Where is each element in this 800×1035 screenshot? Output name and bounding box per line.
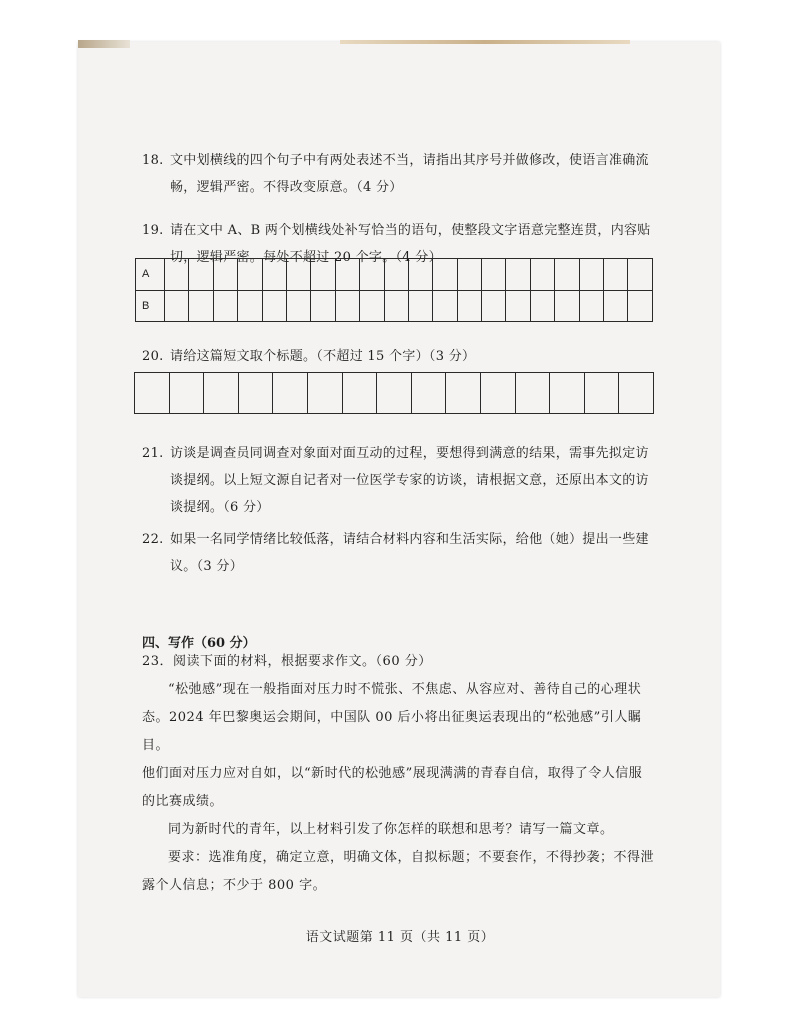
answer-cell[interactable]: [342, 373, 377, 414]
answer-cell[interactable]: [286, 290, 310, 322]
answer-cell[interactable]: [408, 259, 432, 291]
material-line: 他们面对压力应对自如，以“新时代的松弛感”展现满满的青春自信，取得了令人信服: [142, 766, 643, 781]
question-number: 19.: [142, 223, 164, 238]
answer-cell[interactable]: [457, 259, 481, 291]
answer-cell[interactable]: [555, 259, 579, 291]
answer-cell[interactable]: [604, 290, 628, 322]
row-label-a: A: [136, 259, 165, 291]
answer-cell[interactable]: [335, 290, 359, 322]
question-18: [142, 147, 682, 201]
answer-cell[interactable]: [262, 259, 286, 291]
answer-cell[interactable]: [584, 373, 619, 414]
answer-cell[interactable]: [165, 259, 189, 291]
answer-cell[interactable]: [384, 259, 408, 291]
answer-cell[interactable]: [335, 259, 359, 291]
answer-cell[interactable]: [604, 259, 628, 291]
answer-cell[interactable]: [433, 290, 457, 322]
answer-grid-row: [135, 373, 654, 414]
answer-cell[interactable]: [530, 290, 554, 322]
answer-cell[interactable]: [165, 290, 189, 322]
question-number: 22.: [142, 532, 164, 547]
answer-cell[interactable]: [550, 373, 585, 414]
answer-cell[interactable]: [530, 259, 554, 291]
question-text-line: 谈提纲。（6 分）: [170, 500, 270, 515]
answer-cell[interactable]: [628, 259, 653, 291]
question-text-line: 请在文中 A、B 两个划横线处补写恰当的语句，使整段文字语意完整连贯，内容贴: [170, 223, 651, 238]
question-text-line: 文中划横线的四个句子中有两处表述不当，请指出其序号并做修改，使语言准确流: [170, 153, 649, 168]
answer-cell[interactable]: [408, 290, 432, 322]
answer-cell[interactable]: [189, 290, 213, 322]
answer-cell[interactable]: [204, 373, 239, 414]
question-21: [142, 440, 682, 521]
answer-cell[interactable]: [238, 290, 262, 322]
answer-cell[interactable]: [311, 290, 335, 322]
requirements-line: 露个人信息；不少于 800 字。: [142, 878, 327, 893]
answer-cell[interactable]: [238, 373, 273, 414]
question-20: [142, 343, 682, 370]
requirements-line: 要求：选准角度，确定立意，明确文体，自拟标题；不要套作，不得抄袭；不得泄: [168, 850, 655, 865]
question-text-line: 畅，逻辑严密。不得改变原意。（4 分）: [170, 180, 403, 195]
answer-grid-20: [134, 372, 654, 414]
question-number: 21.: [142, 446, 164, 461]
question-number: 20.: [142, 349, 164, 364]
question-23-instruction: 23．阅读下面的材料，根据要求作文。（60 分）: [142, 654, 432, 669]
page-footer: 语文试题第 11 页（共 11 页）: [305, 930, 495, 945]
question-text-line: 访谈是调查员同调查对象面对面互动的过程，要想得到满意的结果，需事先拟定访: [170, 446, 649, 461]
answer-cell[interactable]: [555, 290, 579, 322]
answer-cell[interactable]: [169, 373, 204, 414]
answer-cell[interactable]: [360, 290, 384, 322]
material-line: 的比赛成绩。: [142, 794, 224, 809]
question-text-line: 议。（3 分）: [170, 559, 244, 574]
answer-cell[interactable]: [411, 373, 446, 414]
answer-cell[interactable]: [482, 259, 506, 291]
answer-cell[interactable]: [135, 373, 170, 414]
answer-cell[interactable]: [619, 373, 654, 414]
answer-cell[interactable]: [446, 373, 481, 414]
answer-cell[interactable]: [286, 259, 310, 291]
answer-cell[interactable]: [506, 259, 530, 291]
answer-cell[interactable]: [273, 373, 308, 414]
answer-cell[interactable]: [262, 290, 286, 322]
question-23: [142, 648, 662, 900]
answer-cell[interactable]: [213, 259, 237, 291]
answer-cell[interactable]: [457, 290, 481, 322]
answer-cell[interactable]: [311, 259, 335, 291]
answer-cell[interactable]: [480, 373, 515, 414]
answer-cell[interactable]: [579, 259, 603, 291]
answer-grid-row-b: [136, 290, 653, 322]
material-line: “松弛感”现在一般指面对压力时不慌张、不焦虑、从容应对、善待自己的心理状: [168, 682, 642, 697]
question-text-line: 谈提纲。以上短文源自记者对一位医学专家的访谈，请根据文意，还原出本文的访: [170, 473, 649, 488]
answer-grid-19: [135, 258, 653, 322]
question-text-line: 请给这篇短文取个标题。（不超过 15 个字）（3 分）: [170, 349, 476, 364]
answer-cell[interactable]: [384, 290, 408, 322]
answer-cell[interactable]: [482, 290, 506, 322]
question-text-line: 如果一名同学情绪比较低落，请结合材料内容和生活实际，给他（她）提出一些建: [170, 532, 649, 547]
paper-top-edge-left: [78, 40, 130, 48]
answer-cell[interactable]: [579, 290, 603, 322]
answer-cell[interactable]: [238, 259, 262, 291]
answer-cell[interactable]: [377, 373, 412, 414]
answer-grid-row-a: [136, 259, 653, 291]
question-number: 18.: [142, 153, 164, 168]
answer-cell[interactable]: [189, 259, 213, 291]
answer-cell[interactable]: [213, 290, 237, 322]
answer-cell[interactable]: [506, 290, 530, 322]
section-title-writing: 四、写作（60 分）: [142, 636, 256, 651]
paper-top-edge-right: [340, 40, 630, 44]
material-line: 态。2024 年巴黎奥运会期间，中国队 00 后小将出征奥运表现出的“松弛感”引人瞩目。: [142, 710, 642, 753]
question-22: [142, 526, 682, 580]
row-label-b: B: [136, 290, 165, 322]
answer-cell[interactable]: [628, 290, 653, 322]
answer-cell[interactable]: [307, 373, 342, 414]
answer-cell[interactable]: [360, 259, 384, 291]
answer-cell[interactable]: [515, 373, 550, 414]
answer-cell[interactable]: [433, 259, 457, 291]
writing-prompt: 同为新时代的青年，以上材料引发了你怎样的联想和思考？请写一篇文章。: [168, 822, 614, 837]
question-text-line: 切，逻辑严密。每处不超过 20 个字。（4 分）: [170, 250, 442, 265]
